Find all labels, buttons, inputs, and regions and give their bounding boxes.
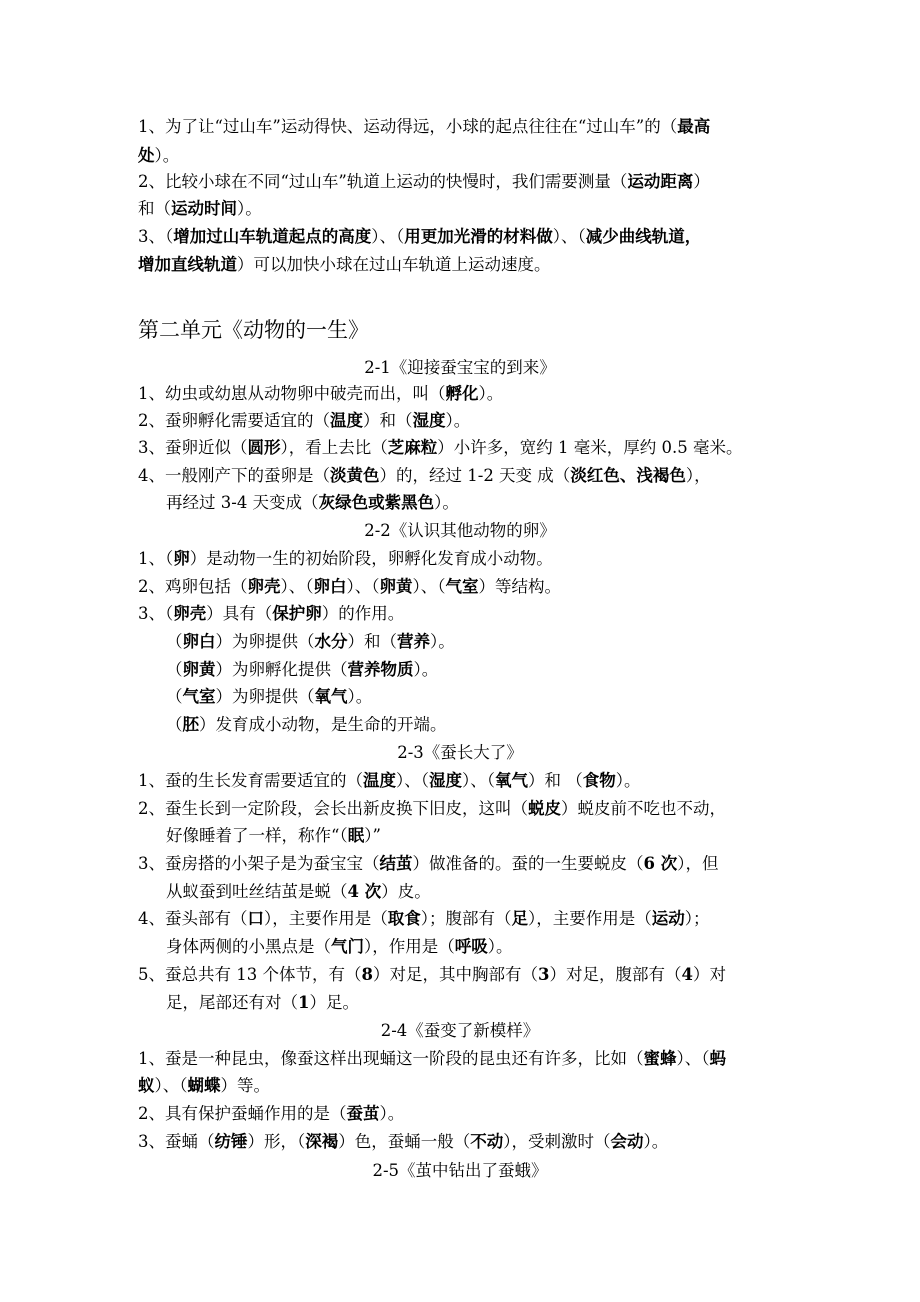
line-text: ）和（ xyxy=(363,411,413,430)
answer-text: 运动 xyxy=(651,909,685,928)
answer-text: 湿度 xyxy=(412,411,446,430)
line-text: ）发育成小动物，是生命的开端。 xyxy=(199,715,447,734)
line-text: 好像睡着了一样，称作“（ xyxy=(166,826,348,845)
text-line xyxy=(166,936,826,958)
line-text: ），但 xyxy=(677,854,719,873)
line-text: ）可以加快小球在过山车轨道上运动速度。 xyxy=(237,255,551,274)
text-line xyxy=(138,548,798,570)
line-text: ）对足，腹部有（ xyxy=(549,965,682,984)
answer-text: 3 xyxy=(537,965,550,984)
answer-text: 减少曲线轨道， xyxy=(585,227,702,246)
line-text: 5、蚕总共有 13 个体节，有（ xyxy=(138,965,362,984)
answer-text: 卵壳 xyxy=(247,577,281,596)
line-text: ）、（ xyxy=(396,771,429,790)
answer-text: 卵白 xyxy=(182,632,216,651)
line-text: ）， xyxy=(685,466,711,485)
line-text: 身体两侧的小黑点是（ xyxy=(166,937,331,956)
line-text: ）对 xyxy=(692,965,726,984)
answer-text: 足 xyxy=(511,909,528,928)
line-text: ）和（ xyxy=(347,632,397,651)
text-line xyxy=(166,686,826,708)
line-text: 1、蚕是一种昆虫，像蚕这样出现蛹这一阶段的昆虫还有许多，比如（ xyxy=(138,1049,644,1068)
line-text: ）、（ xyxy=(154,1076,188,1095)
answer-text: 温度 xyxy=(330,411,363,430)
line-text: ）和 （ xyxy=(528,771,583,790)
answer-text: 呼吸 xyxy=(454,937,488,956)
line-text: 1、蚕的生长发育需要适宜的（ xyxy=(138,771,363,790)
line-text: ）、（ xyxy=(462,771,495,790)
text-line xyxy=(138,1075,798,1097)
answer-text: 4 次 xyxy=(347,882,382,901)
text-line xyxy=(138,603,798,625)
line-text: ），主要作用是（ xyxy=(528,909,652,928)
line-text: ）、（ xyxy=(412,577,446,596)
answer-text: 淡红色、浅褐色 xyxy=(570,466,686,485)
line-text: 3、蚕蛹（ xyxy=(138,1132,215,1151)
line-text: （ xyxy=(166,660,183,679)
answer-text: 眠 xyxy=(347,826,365,845)
line-text: 2-2《认识其他动物的卵》 xyxy=(364,521,556,540)
line-text: ），受刺激时（ xyxy=(503,1132,611,1151)
line-text: ），看上去比（ xyxy=(280,438,388,457)
line-text: 2-4《蚕变了新模样》 xyxy=(380,1021,540,1040)
answer-text: 卵白 xyxy=(313,577,347,596)
answer-text: 保护卵 xyxy=(272,604,322,623)
line-text: ）、（ xyxy=(346,577,380,596)
answer-text: 增加过山车轨道起点的高度 xyxy=(173,227,372,246)
answer-text: 蚁 xyxy=(138,1076,155,1095)
line-text: 再经过 3-4 天变成（ xyxy=(166,493,319,512)
answer-text: 6 次 xyxy=(643,854,678,873)
line-text: ）。 xyxy=(478,384,504,403)
text-line xyxy=(138,1048,798,1070)
text-line xyxy=(138,254,798,276)
answer-text: 蜕皮 xyxy=(528,799,561,818)
line-text: 足，尾部还有对（ xyxy=(166,993,298,1012)
line-text: 1、为了让“过山车”运动得快、运动得远，小球的起点往往在“过山车”的（ xyxy=(138,117,678,136)
answer-text: 口 xyxy=(247,909,264,928)
answer-text: 蚕茧 xyxy=(346,1104,380,1123)
answer-text: 蝴蝶 xyxy=(187,1076,221,1095)
line-text: ）。 xyxy=(379,1104,405,1123)
text-line xyxy=(138,964,798,986)
line-text: ）对足，其中胸部有（ xyxy=(372,965,538,984)
line-text: 2、蚕生长到一定阶段，会长出新皮换下旧皮，这叫（ xyxy=(138,799,528,818)
line-text: ）、（ xyxy=(676,1049,710,1068)
answer-text: 氧气 xyxy=(495,771,528,790)
answer-text: 纺锤 xyxy=(214,1132,248,1151)
line-text: 2-5《茧中钻出了蚕蛾》 xyxy=(372,1161,548,1180)
line-text: ），作用是（ xyxy=(364,937,455,956)
text-line xyxy=(138,383,798,405)
line-text: 2-1《迎接蚕宝宝的到来》 xyxy=(364,358,556,377)
line-text: ）。 xyxy=(487,937,513,956)
answer-text: 孵化 xyxy=(445,384,479,403)
text-line xyxy=(138,226,798,248)
line-text: ）。 xyxy=(434,493,459,512)
answer-text: 湿度 xyxy=(429,771,462,790)
line-text: 1、幼虫或幼崽从动物卵中破壳而出，叫（ xyxy=(138,384,446,403)
answer-text: 蚂 xyxy=(709,1049,726,1068)
section-heading xyxy=(0,742,920,764)
line-text: ）。 xyxy=(347,687,373,706)
line-text: ）等结构。 xyxy=(478,577,561,596)
line-text: 2、蚕卵孵化需要适宜的（ xyxy=(138,411,330,430)
line-text: ）小许多，宽约 1 毫米，厚约 0.5 毫米。 xyxy=(437,438,743,457)
answer-text: 气门 xyxy=(331,937,364,956)
answer-text: 会动 xyxy=(610,1132,644,1151)
answer-text: 运动距离 xyxy=(627,172,694,191)
line-text: 3、（ xyxy=(138,604,174,623)
text-line xyxy=(138,1131,798,1153)
text-line xyxy=(138,576,798,598)
line-text: ）。 xyxy=(413,660,439,679)
answer-text: 取食 xyxy=(387,909,421,928)
line-text: 2、鸡卵包括（ xyxy=(138,577,248,596)
text-line xyxy=(138,770,798,792)
answer-text: 芝麻粒 xyxy=(387,438,438,457)
section-heading xyxy=(0,1020,920,1042)
answer-text: 卵壳 xyxy=(173,604,207,623)
section-heading xyxy=(0,520,920,542)
line-text: ）、（ xyxy=(552,227,586,246)
answer-text: 水分 xyxy=(314,632,348,651)
answer-text: 处 xyxy=(138,146,155,165)
answer-text: 营养 xyxy=(397,632,430,651)
text-line xyxy=(138,116,798,138)
answer-text: 用更加光滑的材料做 xyxy=(404,227,553,246)
text-line xyxy=(138,908,798,930)
line-text: 4、蚕头部有（ xyxy=(138,909,248,928)
answer-text: 气室 xyxy=(445,577,479,596)
text-line xyxy=(138,465,798,487)
answer-text: 深褐 xyxy=(305,1132,339,1151)
text-line xyxy=(166,992,826,1014)
answer-text: 灰绿色或紫黑色 xyxy=(318,493,435,512)
line-text: ）。 xyxy=(154,146,180,165)
text-line xyxy=(166,659,826,681)
answer-text: 卵黄 xyxy=(182,660,216,679)
line-text: ）等。 xyxy=(220,1076,270,1095)
line-text: ）蜕皮前不吃也不动， xyxy=(561,799,726,818)
text-line xyxy=(138,198,798,220)
answer-text: 1 xyxy=(298,993,310,1012)
line-text: ）皮。 xyxy=(381,882,431,901)
line-text: （ xyxy=(166,632,183,651)
text-line xyxy=(138,410,798,432)
line-text: 2、比较小球在不同“过山车”轨道上运动的快慢时，我们需要测量（ xyxy=(138,172,628,191)
line-text: 4、一般刚产下的蚕卵是（ xyxy=(138,466,330,485)
answer-text: 蜜蜂 xyxy=(643,1049,677,1068)
line-text: ）是动物一生的初始阶段，卵孵化发育成小动物。 xyxy=(189,549,553,568)
answer-text: 4 xyxy=(681,965,693,984)
answer-text: 气室 xyxy=(182,687,216,706)
line-text: ）。 xyxy=(445,411,471,430)
line-text: （ xyxy=(166,715,183,734)
line-text: ） xyxy=(693,172,710,191)
line-text: 3、蚕房搭的小架子是为蚕宝宝（ xyxy=(138,854,380,873)
text-line xyxy=(138,853,798,875)
answer-text: 不动 xyxy=(470,1132,504,1151)
line-text: （ xyxy=(166,687,183,706)
line-text: 3、蚕卵近似（ xyxy=(138,438,248,457)
text-line xyxy=(138,437,798,459)
line-text: ）具有（ xyxy=(206,604,273,623)
answer-text: 卵黄 xyxy=(379,577,413,596)
text-line xyxy=(166,631,826,653)
text-line xyxy=(138,798,798,820)
text-line xyxy=(166,881,826,903)
answer-text: 8 xyxy=(361,965,373,984)
line-text: ）” xyxy=(364,826,381,845)
text-line xyxy=(138,171,798,193)
line-text: ）。 xyxy=(643,1132,669,1151)
line-text: ）。 xyxy=(430,632,455,651)
line-text: 2-3《蚕长大了》 xyxy=(397,743,523,762)
line-text: ）足。 xyxy=(309,993,359,1012)
line-text: 2、具有保护蚕蛹作用的是（ xyxy=(138,1104,347,1123)
line-text: ）、（ xyxy=(371,227,405,246)
answer-text: 圆形 xyxy=(247,438,281,457)
text-line xyxy=(138,145,798,167)
answer-text: 胚 xyxy=(182,715,199,734)
line-text: ）的，经过 1-2 天变 成（ xyxy=(379,466,571,485)
line-text: ）； xyxy=(684,909,710,928)
text-line xyxy=(166,825,826,847)
line-text: ）为卵孵化提供（ xyxy=(215,660,348,679)
line-text: 从蚁蚕到吐丝结茧是蜕（ xyxy=(166,882,348,901)
text-line xyxy=(166,714,826,736)
line-text: 3、（ xyxy=(138,227,174,246)
line-text: ）、（ xyxy=(280,577,314,596)
answer-text: 增加直线轨道 xyxy=(138,255,237,274)
answer-text: 氧气 xyxy=(314,687,348,706)
answer-text: 淡黄色 xyxy=(330,466,380,485)
line-text: ）的作用。 xyxy=(321,604,405,623)
line-text: 和（ xyxy=(138,199,171,218)
line-text: ）为卵提供（ xyxy=(215,632,315,651)
answer-text: 运动时间 xyxy=(171,199,237,218)
line-text: ）色，蚕蛹一般（ xyxy=(338,1132,471,1151)
section-heading xyxy=(0,357,920,379)
line-text: 1、（ xyxy=(138,549,174,568)
answer-text: 食物 xyxy=(582,771,616,790)
unit-heading xyxy=(138,316,798,344)
answer-text: 结茧 xyxy=(379,854,413,873)
answer-text: 营养物质 xyxy=(347,660,414,679)
answer-text: 最高 xyxy=(677,117,711,136)
line-text: ）。 xyxy=(615,771,641,790)
answer-text: 温度 xyxy=(363,771,396,790)
text-line xyxy=(138,1103,798,1125)
line-text: ）形，（ xyxy=(247,1132,306,1151)
text-line xyxy=(166,492,826,514)
section-heading xyxy=(0,1160,920,1182)
answer-text: 卵 xyxy=(173,549,190,568)
line-text: ）。 xyxy=(237,199,262,218)
line-text: ）做准备的。蚕的一生要蜕皮（ xyxy=(412,854,644,873)
line-text: ），主要作用是（ xyxy=(264,909,388,928)
line-text: ）；腹部有（ xyxy=(420,909,512,928)
line-text: 第二单元《动物的一生》 xyxy=(138,318,369,342)
line-text: ）为卵提供（ xyxy=(215,687,315,706)
